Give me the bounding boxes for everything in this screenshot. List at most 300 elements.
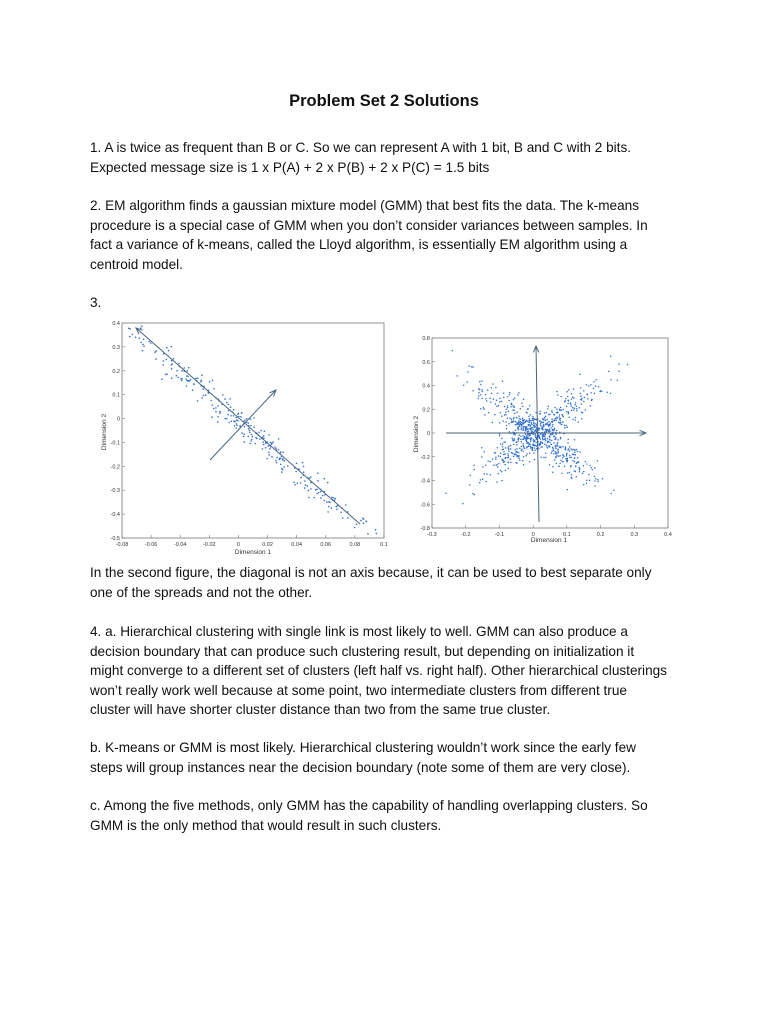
data-point — [482, 479, 484, 481]
data-point — [568, 389, 570, 391]
data-point — [226, 402, 228, 404]
data-point — [534, 450, 536, 452]
data-point — [281, 468, 283, 470]
data-point — [190, 379, 192, 381]
data-point — [535, 429, 537, 431]
data-point — [518, 415, 520, 417]
data-point — [525, 429, 527, 431]
data-point — [590, 392, 592, 394]
data-point — [185, 378, 187, 380]
y-tick-label: 0.2 — [422, 407, 430, 414]
data-point — [529, 444, 531, 446]
data-point — [250, 418, 252, 420]
data-point — [508, 455, 510, 457]
data-point — [546, 412, 548, 414]
data-point — [508, 450, 510, 452]
data-point — [550, 427, 552, 429]
answer-4a-line: cluster will have shorter cluster distance than two from the same true cluster. — [90, 702, 551, 717]
data-point — [570, 403, 572, 405]
data-point — [571, 410, 573, 412]
data-point — [573, 388, 575, 390]
data-point — [528, 421, 530, 423]
data-point — [534, 433, 536, 435]
data-point — [534, 423, 536, 425]
data-point — [515, 424, 517, 426]
data-point — [523, 426, 525, 428]
data-point — [506, 428, 508, 430]
data-point — [618, 370, 620, 372]
data-point — [577, 421, 579, 423]
data-point — [503, 397, 505, 399]
data-point — [572, 449, 574, 451]
y-tick-label: -0.2 — [420, 454, 430, 461]
data-point — [539, 443, 541, 445]
data-point — [259, 438, 261, 440]
x-tick-label: -0.08 — [115, 542, 129, 548]
data-point — [235, 427, 237, 429]
data-point — [529, 461, 531, 463]
data-point — [526, 453, 528, 455]
data-point — [513, 420, 515, 422]
data-point — [188, 367, 190, 369]
data-point — [244, 433, 246, 435]
data-point — [490, 401, 492, 403]
x-tick-label: 0.3 — [630, 532, 639, 538]
data-point — [530, 439, 532, 441]
answer-4a-line: won’t really work well because at some point, two intermediate clusters from different true — [90, 682, 627, 698]
data-point — [571, 457, 573, 459]
data-point — [548, 431, 550, 433]
data-point — [570, 448, 572, 450]
data-point — [556, 419, 558, 421]
data-point — [217, 421, 219, 423]
data-point — [197, 378, 199, 380]
data-point — [610, 356, 612, 358]
x-tick-label: -0.04 — [173, 542, 187, 548]
data-point — [576, 406, 578, 408]
data-point — [545, 440, 547, 442]
data-point — [250, 440, 252, 442]
answer-1 — [90, 138, 690, 177]
data-point — [236, 419, 238, 421]
data-point — [472, 390, 474, 392]
data-point — [295, 471, 297, 473]
data-point — [274, 446, 276, 448]
data-point — [546, 445, 548, 447]
data-point — [477, 398, 479, 400]
data-point — [583, 390, 585, 392]
data-point — [186, 385, 188, 387]
data-point — [320, 491, 322, 493]
data-point — [480, 394, 482, 396]
data-point — [201, 380, 203, 382]
data-point — [140, 342, 142, 344]
data-point — [567, 391, 569, 393]
data-point — [487, 460, 489, 462]
data-point — [610, 379, 612, 381]
data-point — [575, 402, 577, 404]
data-point — [511, 419, 513, 421]
data-point — [569, 450, 571, 452]
data-point — [233, 409, 235, 411]
data-point — [564, 466, 566, 468]
data-point — [498, 405, 500, 407]
data-point — [519, 421, 521, 423]
data-point — [518, 458, 520, 460]
data-point — [516, 462, 518, 464]
data-point — [483, 473, 485, 475]
data-point — [618, 363, 620, 365]
data-point — [491, 387, 493, 389]
data-point — [468, 365, 470, 367]
data-point — [309, 477, 311, 479]
data-point — [568, 416, 570, 418]
data-point — [480, 479, 482, 481]
data-point — [533, 439, 535, 441]
data-point — [276, 457, 278, 459]
data-point — [222, 394, 224, 396]
data-point — [340, 512, 342, 514]
data-point — [522, 430, 524, 432]
data-point — [523, 438, 525, 440]
x-axis-label: Dimension 1 — [234, 549, 272, 556]
data-point — [469, 484, 471, 486]
data-point — [163, 360, 165, 362]
data-point — [516, 454, 518, 456]
data-point — [526, 436, 528, 438]
data-point — [597, 460, 599, 462]
data-point — [484, 414, 486, 416]
data-point — [250, 425, 252, 427]
data-point — [528, 445, 530, 447]
data-point — [335, 498, 337, 500]
data-point — [517, 394, 519, 396]
data-point — [143, 339, 145, 341]
data-point — [540, 410, 542, 412]
data-point — [470, 475, 472, 477]
data-point — [162, 364, 164, 366]
y-tick-label: -0.6 — [420, 502, 430, 509]
data-point — [251, 439, 253, 441]
data-point — [452, 350, 454, 352]
data-point — [522, 435, 524, 437]
data-point — [215, 411, 217, 413]
data-point — [496, 464, 498, 466]
data-point — [287, 465, 289, 467]
data-point — [590, 405, 592, 407]
data-point — [510, 462, 512, 464]
data-point — [555, 438, 557, 440]
data-point — [544, 444, 546, 446]
data-point — [552, 420, 554, 422]
data-point — [572, 454, 574, 456]
data-point — [246, 418, 248, 420]
data-point — [229, 398, 231, 400]
data-point — [526, 412, 528, 414]
data-point — [480, 384, 482, 386]
data-point — [569, 472, 571, 474]
data-point — [248, 428, 250, 430]
data-point — [577, 451, 579, 453]
data-point — [522, 451, 524, 453]
data-point — [502, 381, 504, 383]
data-point — [135, 337, 137, 339]
data-point — [544, 412, 546, 414]
data-point — [209, 381, 211, 383]
data-point — [601, 391, 603, 393]
data-point — [508, 411, 510, 413]
data-point — [327, 482, 329, 484]
data-point — [511, 437, 513, 439]
data-point — [504, 414, 506, 416]
data-point — [556, 453, 558, 455]
data-point — [495, 403, 497, 405]
y-tick-label: -0.8 — [420, 526, 430, 532]
data-point — [263, 435, 265, 437]
data-point — [576, 476, 578, 478]
data-point — [262, 441, 264, 443]
y-tick-label: 0.1 — [112, 392, 120, 399]
data-point — [492, 458, 494, 460]
data-point — [575, 466, 577, 468]
data-point — [278, 438, 280, 440]
x-tick-label: 0.1 — [380, 542, 388, 548]
data-point — [566, 460, 568, 462]
data-point — [517, 440, 519, 442]
data-point — [500, 456, 502, 458]
data-point — [263, 444, 265, 446]
data-point — [560, 437, 562, 439]
data-point — [505, 441, 507, 443]
data-point — [507, 417, 509, 419]
data-point — [607, 392, 609, 394]
axis-arrow — [136, 328, 360, 524]
data-point — [172, 363, 174, 365]
data-point — [486, 473, 488, 475]
data-point — [546, 419, 548, 421]
data-point — [491, 393, 493, 395]
answer-2-line: fact a variance of k-means, called the Lloyd algorithm, is essentially EM algorithm using a — [90, 237, 628, 252]
data-point — [576, 408, 578, 410]
data-point — [567, 403, 569, 405]
y-axis-label: Dimension 2 — [101, 413, 108, 451]
data-point — [317, 480, 319, 482]
data-point — [518, 452, 520, 454]
data-point — [551, 418, 553, 420]
data-point — [202, 388, 204, 390]
data-point — [581, 398, 583, 400]
data-point — [547, 447, 549, 449]
data-point — [329, 501, 331, 503]
data-point — [208, 392, 210, 394]
data-point — [500, 412, 502, 414]
data-point — [567, 439, 569, 441]
data-point — [558, 455, 560, 457]
data-point — [587, 398, 589, 400]
data-point — [574, 408, 576, 410]
data-point — [192, 389, 194, 391]
data-point — [586, 479, 588, 481]
data-point — [514, 434, 516, 436]
data-point — [545, 429, 547, 431]
data-point — [526, 420, 528, 422]
data-point — [280, 451, 282, 453]
answer-4a-line: might converge to a different set of clusters (left half vs. right half). Other hierarchical clusterings — [90, 663, 667, 678]
data-point — [576, 462, 578, 464]
data-point — [501, 458, 503, 460]
data-point — [203, 395, 205, 397]
data-point — [553, 436, 555, 438]
data-point — [521, 425, 523, 427]
data-point — [518, 423, 520, 425]
data-point — [140, 327, 142, 329]
data-point — [490, 474, 492, 476]
data-point — [552, 466, 554, 468]
data-point — [516, 444, 518, 446]
data-point — [502, 420, 504, 422]
data-point — [224, 398, 226, 400]
data-point — [543, 418, 545, 420]
data-point — [519, 426, 521, 428]
data-point — [542, 422, 544, 424]
data-point — [230, 415, 232, 417]
data-point — [508, 446, 510, 448]
data-point — [556, 445, 558, 447]
data-point — [129, 336, 131, 338]
data-point — [540, 441, 542, 443]
data-point — [492, 422, 494, 424]
data-point — [552, 426, 554, 428]
data-point — [544, 417, 546, 419]
answer-4b-line: b. K-means or GMM is most likely. Hierarchical clustering wouldn’t work since the early few — [90, 740, 636, 755]
data-point — [497, 473, 499, 475]
y-tick-label: 0.6 — [422, 359, 430, 366]
data-point — [507, 467, 509, 469]
data-point — [205, 394, 207, 396]
data-point — [580, 387, 582, 389]
data-point — [586, 483, 588, 485]
data-point — [504, 453, 506, 455]
data-point — [522, 443, 524, 445]
data-point — [181, 380, 183, 382]
data-point — [572, 460, 574, 462]
data-point — [318, 492, 320, 494]
data-point — [572, 397, 574, 399]
data-point — [567, 472, 569, 474]
data-point — [613, 489, 615, 491]
data-point — [595, 379, 597, 381]
data-point — [533, 422, 535, 424]
data-point — [553, 442, 555, 444]
data-point — [534, 459, 536, 461]
data-point — [573, 409, 575, 411]
data-point — [569, 446, 571, 448]
data-point — [566, 425, 568, 427]
data-point — [485, 394, 487, 396]
data-point — [324, 478, 326, 480]
data-point — [528, 438, 530, 440]
data-point — [516, 448, 518, 450]
data-point — [456, 375, 458, 377]
data-point — [558, 465, 560, 467]
axis-arrow — [536, 346, 539, 522]
data-point — [322, 495, 324, 497]
y-tick-label: -0.3 — [110, 488, 120, 495]
data-point — [524, 436, 526, 438]
data-point — [313, 497, 315, 499]
data-point — [527, 431, 529, 433]
data-point — [228, 422, 230, 424]
data-point — [513, 456, 515, 458]
data-point — [481, 397, 483, 399]
data-point — [568, 413, 570, 415]
data-point — [166, 373, 168, 375]
data-point — [559, 418, 561, 420]
data-point — [507, 447, 509, 449]
data-point — [356, 524, 358, 526]
data-point — [241, 432, 243, 434]
figure-left — [100, 314, 390, 557]
data-point — [264, 431, 266, 433]
data-point — [538, 447, 540, 449]
data-point — [528, 420, 530, 422]
x-tick-label: 0 — [236, 542, 240, 548]
data-point — [590, 467, 592, 469]
data-point — [543, 439, 545, 441]
data-point — [566, 455, 568, 457]
data-point — [556, 430, 558, 432]
data-point — [523, 456, 525, 458]
data-point — [542, 435, 544, 437]
answer-4a-line: 4. a. Hierarchical clustering with single link is most likely to well. GMM can also produce a — [90, 624, 628, 639]
data-point — [598, 386, 600, 388]
data-point — [549, 464, 551, 466]
data-point — [342, 517, 344, 519]
data-point — [523, 422, 525, 424]
data-point — [521, 446, 523, 448]
data-point — [336, 509, 338, 511]
data-point — [504, 406, 506, 408]
data-point — [523, 464, 525, 466]
data-point — [513, 418, 515, 420]
y-tick-label: 0 — [116, 416, 120, 423]
data-point — [375, 529, 377, 531]
data-point — [579, 407, 581, 409]
data-point — [527, 442, 529, 444]
data-point — [568, 412, 570, 414]
data-point — [500, 470, 502, 472]
data-point — [545, 452, 547, 454]
data-point — [506, 457, 508, 459]
data-point — [549, 435, 551, 437]
data-point — [557, 442, 559, 444]
data-point — [499, 422, 501, 424]
data-point — [316, 489, 318, 491]
data-point — [547, 429, 549, 431]
data-point — [479, 381, 481, 383]
data-point — [579, 451, 581, 453]
y-tick-label: -0.4 — [110, 512, 120, 519]
data-point — [555, 433, 557, 435]
data-point — [595, 478, 597, 480]
data-point — [516, 442, 518, 444]
data-point — [594, 393, 596, 395]
data-point — [505, 470, 507, 472]
data-point — [552, 448, 554, 450]
data-point — [249, 443, 251, 445]
data-point — [531, 423, 533, 425]
data-point — [542, 426, 544, 428]
